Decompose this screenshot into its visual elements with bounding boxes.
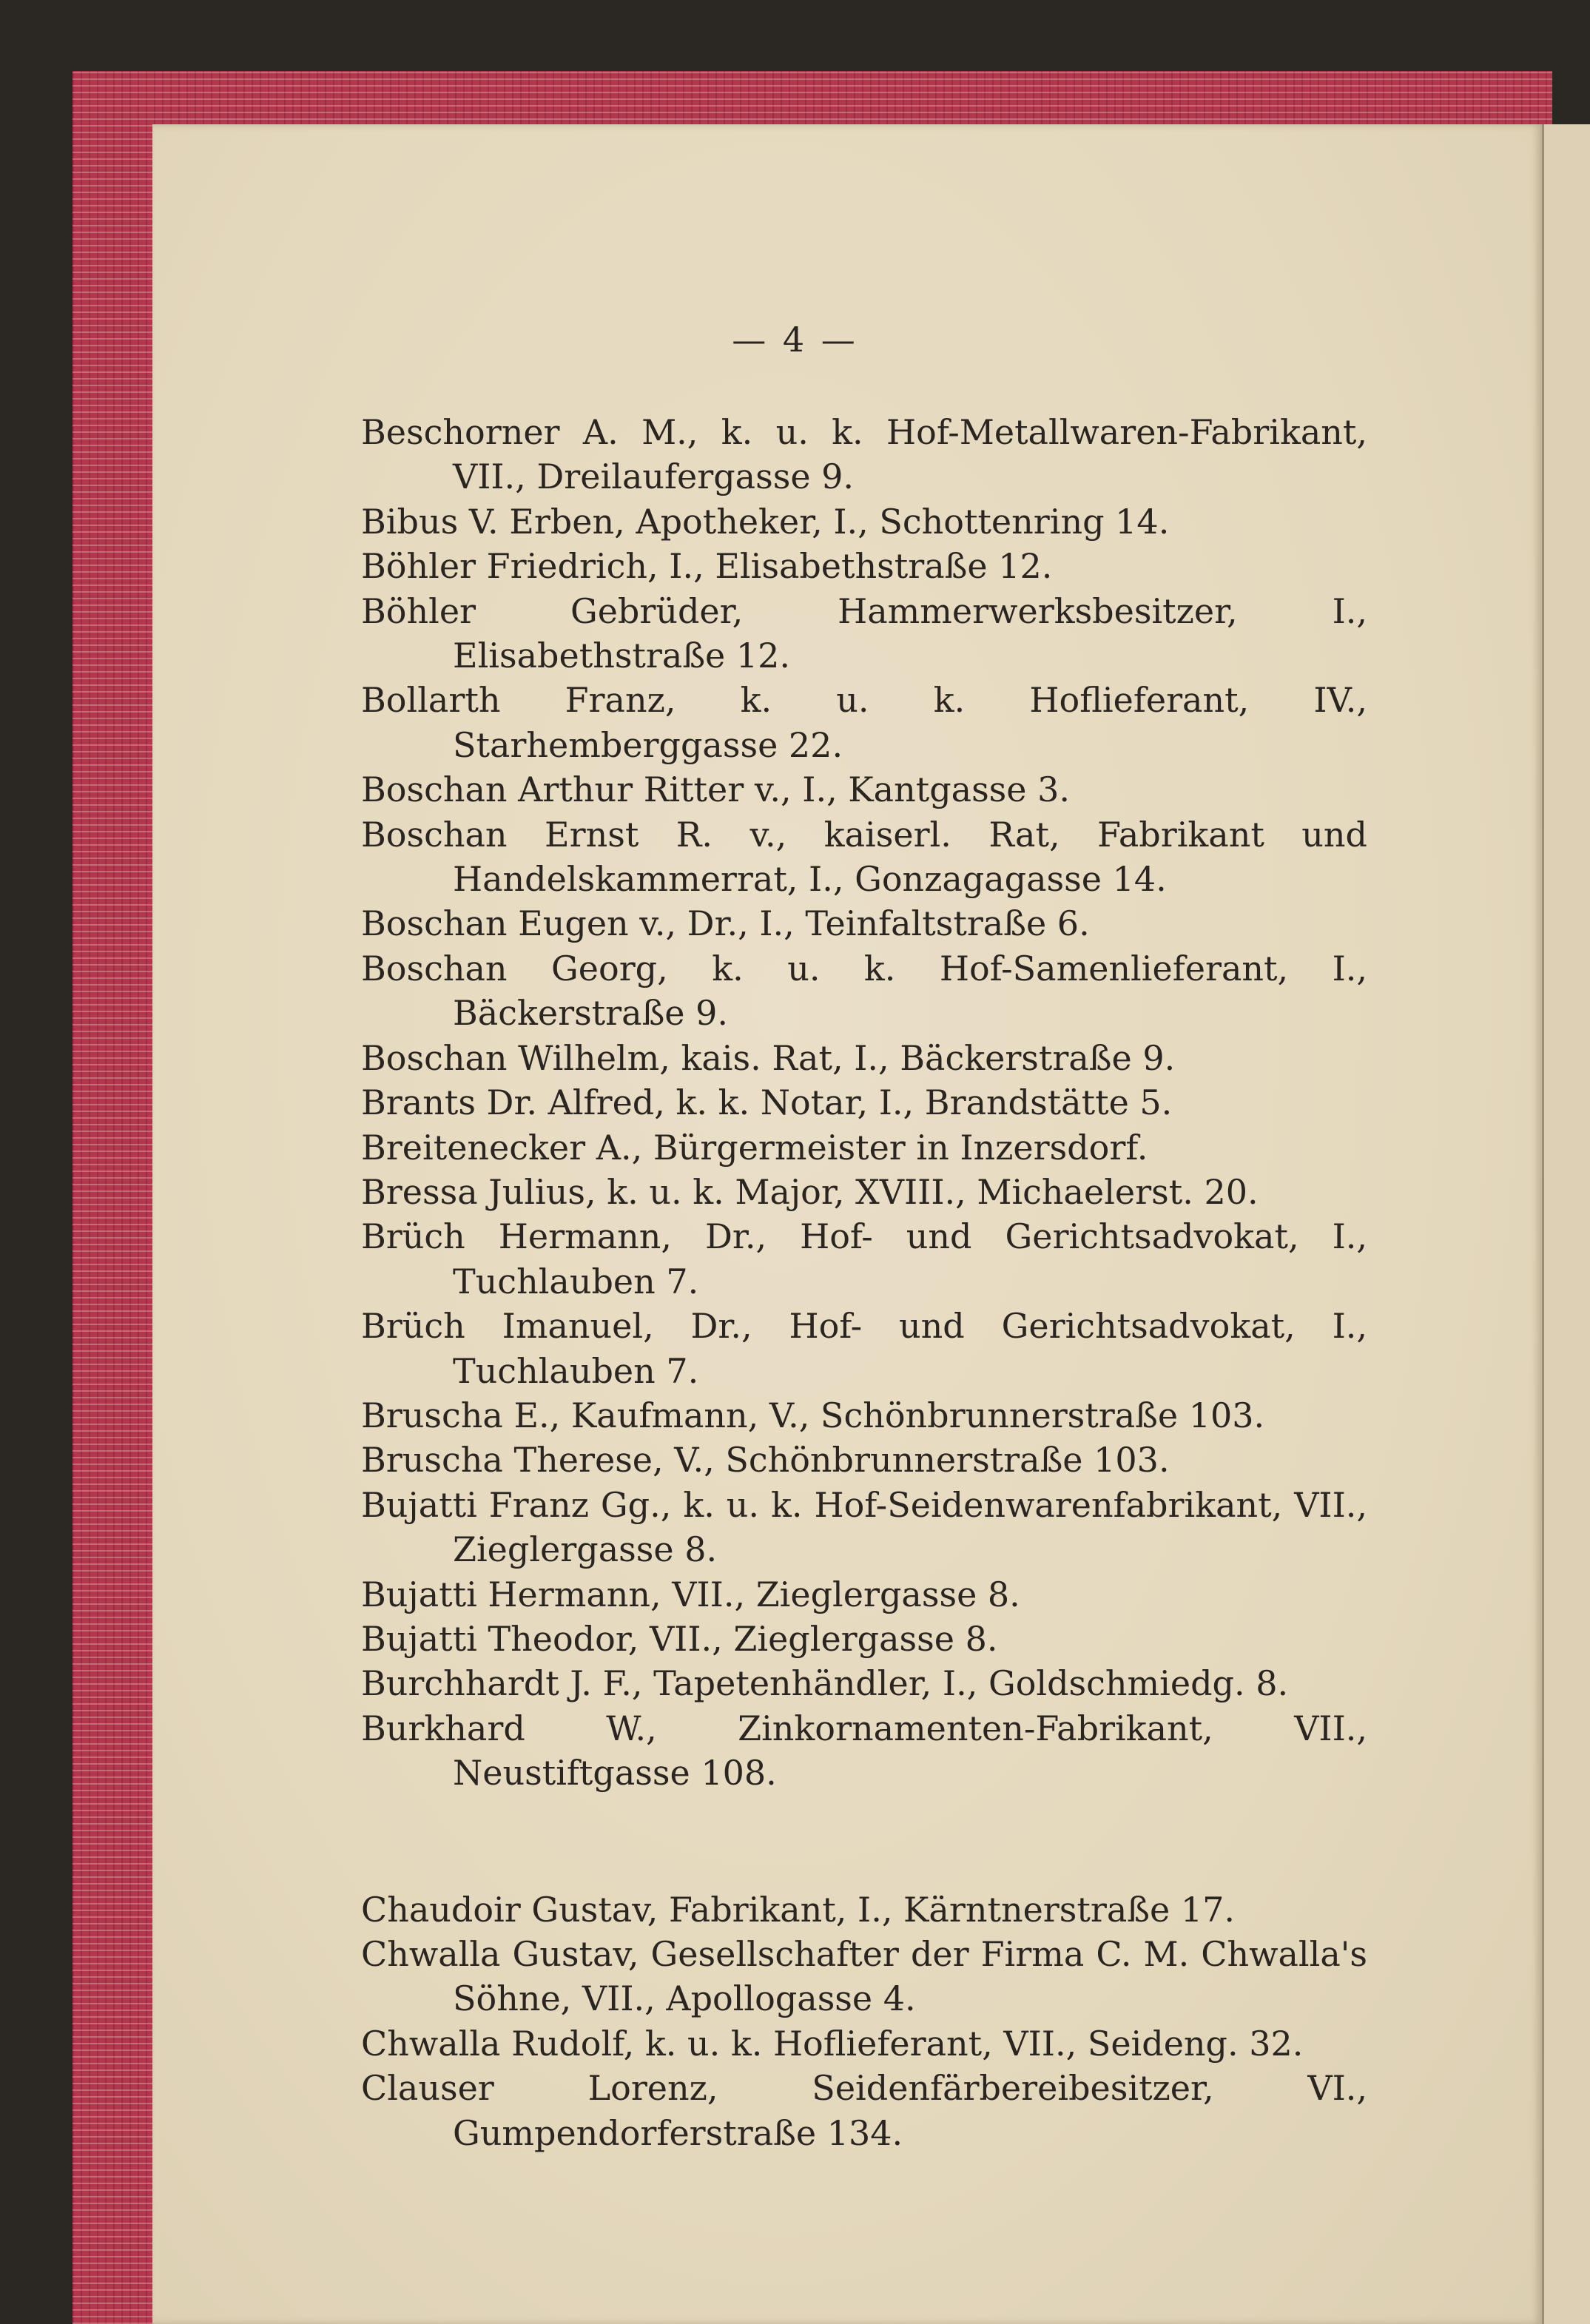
section-divider — [361, 1796, 1367, 1887]
entry-bujatti-hermann: Bujatti Hermann, VII., Zieglergasse 8. — [361, 1574, 1020, 1614]
entry-burchhardt: Burchhardt J. F., Tapetenhändler, I., Goldschmiedg. 8. — [361, 1663, 1289, 1704]
entry-boschan-ernst: Boschan Ernst R. v., kaiserl. Rat, Fabrikant und Handelskammerrat, I., Gonzagagasse 14. — [361, 814, 1367, 900]
directory-entries — [361, 410, 1367, 2155]
entry-clauser: Clauser Lorenz, Seidenfärbereibesitzer, VI., Gumpendorferstraße 134. — [361, 2068, 1367, 2153]
entry-boschan-georg: Boschan Georg, k. u. k. Hof-Samenlieferant, I., Bäckerstraße 9. — [361, 948, 1367, 1034]
entry-bollarth: Bollarth Franz, k. u. k. Hoflieferant, IV., Starhemberggasse 22. — [361, 680, 1367, 765]
entry-boschan-arthur: Boschan Arthur Ritter v., I., Kantgasse 3. — [361, 769, 1071, 810]
entry-boschan-wilhelm: Boschan Wilhelm, kais. Rat, I., Bäckerstraße 9. — [361, 1037, 1176, 1078]
entry-bruech-hermann: Brüch Hermann, Dr., Hof- und Gerichtsadvokat, I., Tuchlauben 7. — [361, 1216, 1367, 1301]
entry-bruech-imanuel: Brüch Imanuel, Dr., Hof- und Gerichtsadvokat, I., Tuchlauben 7. — [361, 1306, 1367, 1391]
entry-boschan-eugen: Boschan Eugen v., Dr., I., Teinfaltstraße 6. — [361, 903, 1090, 944]
entry-brants: Brants Dr. Alfred, k. k. Notar, I., Brandstätte 5. — [361, 1082, 1173, 1123]
entry-chaudoir: Chaudoir Gustav, Fabrikant, I., Kärntnerstraße 17. — [361, 1889, 1236, 1930]
entry-boehler-friedrich: Böhler Friedrich, I., Elisabethstraße 12. — [361, 546, 1053, 587]
entry-bruscha-e: Bruscha E., Kaufmann, V., Schönbrunnerstraße 103. — [361, 1395, 1265, 1435]
entry-chwalla-gustav: Chwalla Gustav, Gesellschafter der Firma C. M. Chwalla's Söhne, VII., Apollogasse 4. — [361, 1934, 1367, 2019]
entry-bressa: Bressa Julius, k. u. k. Major, XVIII., Michaelerst. 20. — [361, 1171, 1259, 1212]
entry-bujatti-theodor: Bujatti Theodor, VII., Zieglergasse 8. — [361, 1618, 998, 1659]
facing-page-edge — [1542, 124, 1590, 2324]
entry-burkhard: Burkhard W., Zinkornamenten-Fabrikant, VII., Neustiftgasse 108. — [361, 1708, 1367, 1793]
page-number: — 4 — — [732, 320, 858, 360]
entry-bibus: Bibus V. Erben, Apotheker, I., Schottenring 14. — [361, 501, 1170, 542]
entry-beschorner: Beschorner A. M., k. u. k. Hof-Metallwaren-Fabrikant, VII., Dreilaufergasse 9. — [361, 412, 1367, 497]
entry-bujatti-franz: Bujatti Franz Gg., k. u. k. Hof-Seidenwarenfabrikant, VII., Zieglergasse 8. — [361, 1484, 1367, 1570]
entry-chwalla-rudolf: Chwalla Rudolf, k. u. k. Hoflieferant, VII., Seideng. 32. — [361, 2023, 1304, 2064]
entry-breitenecker: Breitenecker A., Bürgermeister in Inzersdorf. — [361, 1127, 1148, 1168]
entry-bruscha-therese: Bruscha Therese, V., Schönbrunnerstraße 103. — [361, 1440, 1170, 1481]
entry-boehler-gebrueder: Böhler Gebrüder, Hammerwerksbesitzer, I., Elisabethstraße 12. — [361, 590, 1367, 676]
